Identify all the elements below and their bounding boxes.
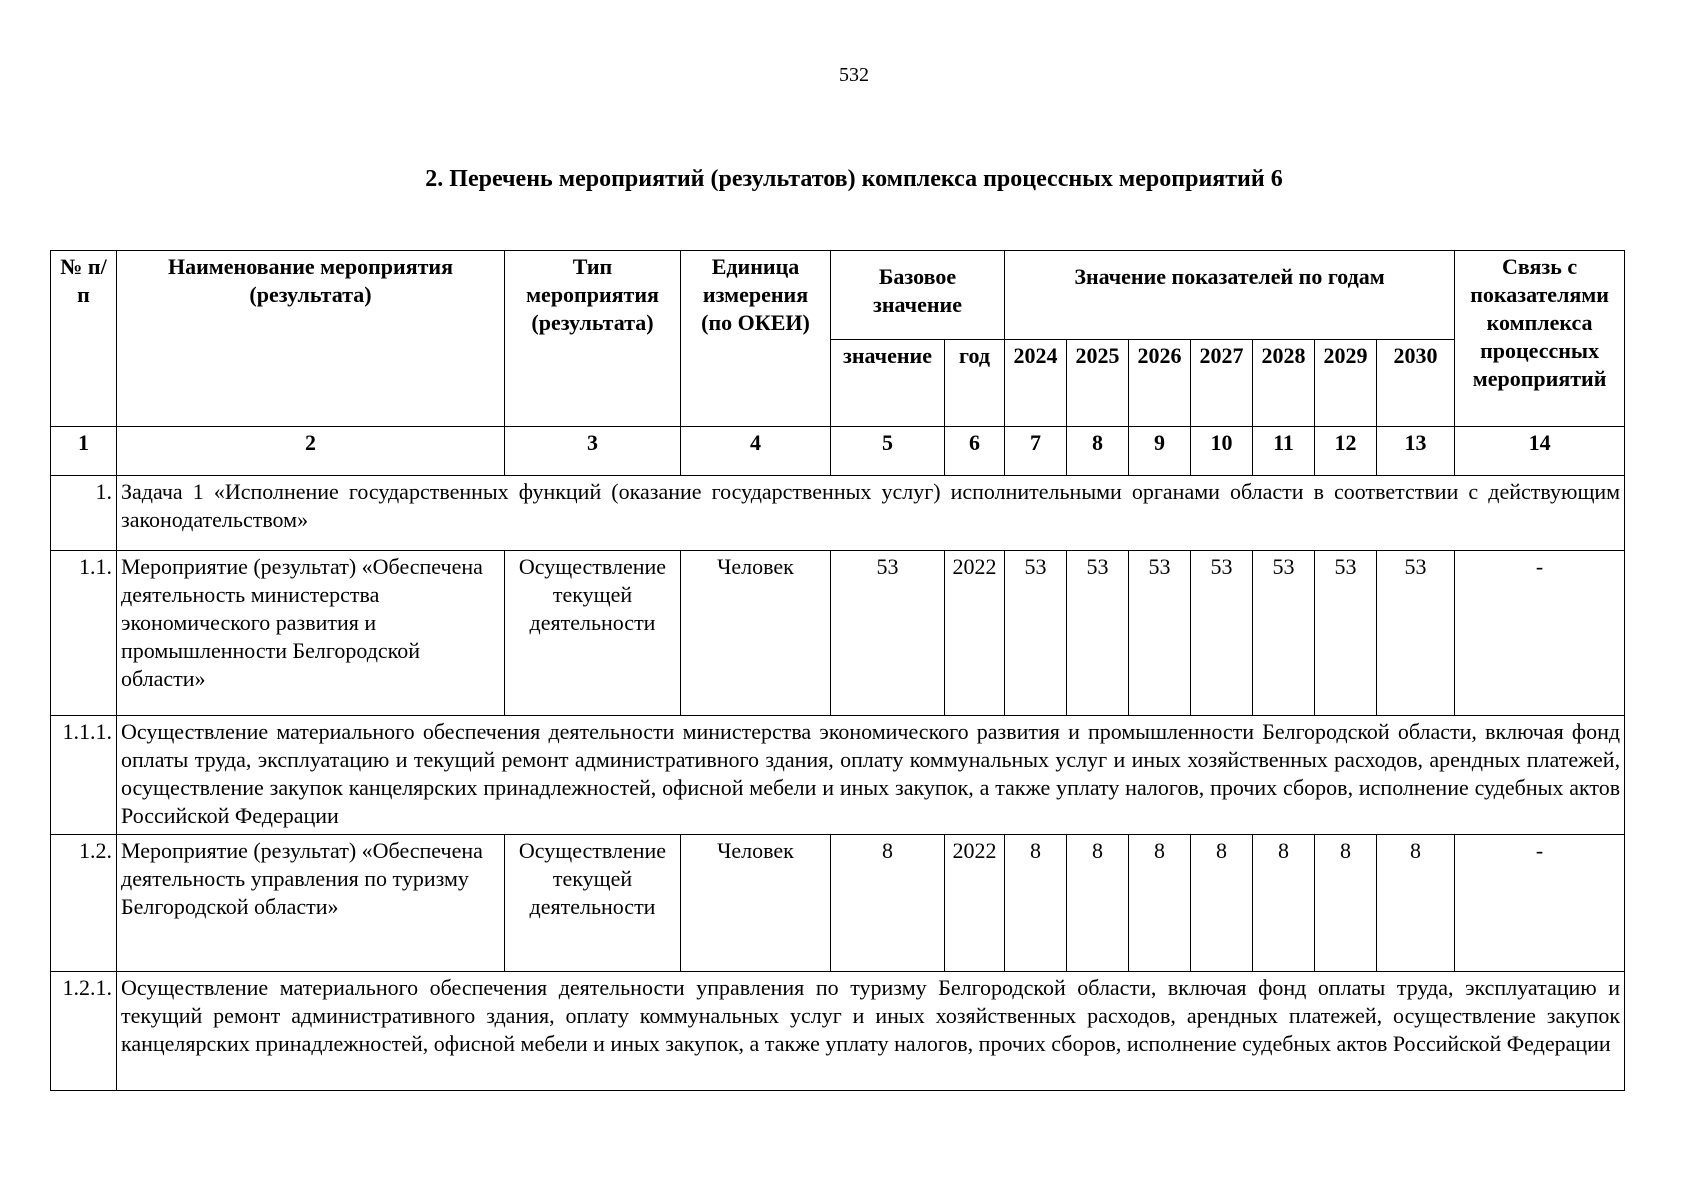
header-base-year: год [945, 340, 1005, 427]
base-value: 53 [831, 551, 945, 716]
header-year: 2025 [1067, 340, 1129, 427]
measure-unit: Человек [681, 551, 831, 716]
year-value: 53 [1377, 551, 1455, 716]
year-value: 53 [1191, 551, 1253, 716]
year-value: 53 [1129, 551, 1191, 716]
column-number: 6 [945, 427, 1005, 476]
column-number: 3 [505, 427, 681, 476]
year-value: 8 [1067, 835, 1129, 972]
column-number: 14 [1455, 427, 1625, 476]
document-title: 2. Перечень мероприятий (результатов) комплекса процессных мероприятий 6 [425, 166, 1283, 192]
row-number: 1.2. [51, 835, 117, 972]
year-value: 53 [1253, 551, 1315, 716]
table-row-task-1 [51, 476, 1625, 551]
measure-type: Осуществление текущей деятельности [505, 835, 681, 972]
table-row-description-1-2-1 [51, 972, 1625, 1091]
column-number: 2 [117, 427, 505, 476]
header-num: № п/п [51, 251, 117, 427]
column-number: 7 [1005, 427, 1067, 476]
base-value: 8 [831, 835, 945, 972]
column-number: 12 [1315, 427, 1377, 476]
column-number: 1 [51, 427, 117, 476]
header-link: Связь с показателями комплекса процессных мероприятий [1455, 251, 1625, 427]
link-value: - [1455, 835, 1625, 972]
row-number: 1.1.1. [51, 716, 117, 835]
table-row-measure-1-1 [51, 551, 1625, 716]
year-value: 8 [1315, 835, 1377, 972]
base-year: 2022 [945, 551, 1005, 716]
row-number: 1.1. [51, 551, 117, 716]
year-value: 53 [1067, 551, 1129, 716]
year-value: 8 [1129, 835, 1191, 972]
column-number: 9 [1129, 427, 1191, 476]
row-number: 1.2.1. [51, 972, 117, 1091]
header-year: 2029 [1315, 340, 1377, 427]
column-number: 5 [831, 427, 945, 476]
measure-name: Мероприятие (результат) «Обеспечена деятельность управления по туризму Белгородской области» [117, 835, 505, 972]
header-name: Наименование мероприятия (результата) [117, 251, 505, 427]
column-number: 8 [1067, 427, 1129, 476]
year-value: 53 [1005, 551, 1067, 716]
header-unit: Единица измерения (по ОКЕИ) [681, 251, 831, 427]
header-row [51, 251, 1625, 340]
header-year: 2026 [1129, 340, 1191, 427]
header-base-value: значение [831, 340, 945, 427]
page-number: 532 [839, 64, 869, 86]
description-text: Осуществление материального обеспечения деятельности министерства экономического развития и промышленности Белгородской области, включая фонд оплаты труда, эксплуатацию и текущий ремонт административного здания, оплату коммунальных услуг и иных хозяйственных расходов, арендных платежей, осуществление закупок канцелярских принадлежностей, офисной мебели и иных закупок, а также уплату налогов, прочих сборов, исполнение судебных актов Российской Федерации [117, 716, 1625, 835]
base-year: 2022 [945, 835, 1005, 972]
header-type: Тип мероприятия (результата) [505, 251, 681, 427]
row-number: 1. [51, 476, 117, 551]
measure-unit: Человек [681, 835, 831, 972]
measure-name: Мероприятие (результат) «Обеспечена деятельность министерства экономического развития и промышленности Белгородской области» [117, 551, 505, 716]
header-year: 2028 [1253, 340, 1315, 427]
column-number: 11 [1253, 427, 1315, 476]
year-value: 8 [1191, 835, 1253, 972]
year-value: 8 [1377, 835, 1455, 972]
header-year: 2024 [1005, 340, 1067, 427]
year-value: 53 [1315, 551, 1377, 716]
header-year: 2027 [1191, 340, 1253, 427]
table-row-description-1-1-1 [51, 716, 1625, 835]
link-value: - [1455, 551, 1625, 716]
column-number: 10 [1191, 427, 1253, 476]
measures-table [50, 250, 1625, 1091]
header-year: 2030 [1377, 340, 1455, 427]
column-number: 13 [1377, 427, 1455, 476]
measure-type: Осуществление текущей деятельности [505, 551, 681, 716]
header-base: Базовое значение [831, 251, 1005, 340]
year-value: 8 [1005, 835, 1067, 972]
year-value: 8 [1253, 835, 1315, 972]
table-row-measure-1-2 [51, 835, 1625, 972]
task-text: Задача 1 «Исполнение государственных функций (оказание государственных услуг) исполнительными органами области в соответствии с действующим законодательством» [117, 476, 1625, 551]
column-number-row [51, 427, 1625, 476]
column-number: 4 [681, 427, 831, 476]
header-years-group: Значение показателей по годам [1005, 251, 1455, 340]
description-text: Осуществление материального обеспечения деятельности управления по туризму Белгородской области, включая фонд оплаты труда, эксплуатацию и текущий ремонт административного здания, оплату коммунальных услуг и иных хозяйственных расходов, арендных платежей, осуществление закупок канцелярских принадлежностей, офисной мебели и иных закупок, а также уплату налогов, прочих сборов, исполнение судебных актов Российской Федерации [117, 972, 1625, 1091]
